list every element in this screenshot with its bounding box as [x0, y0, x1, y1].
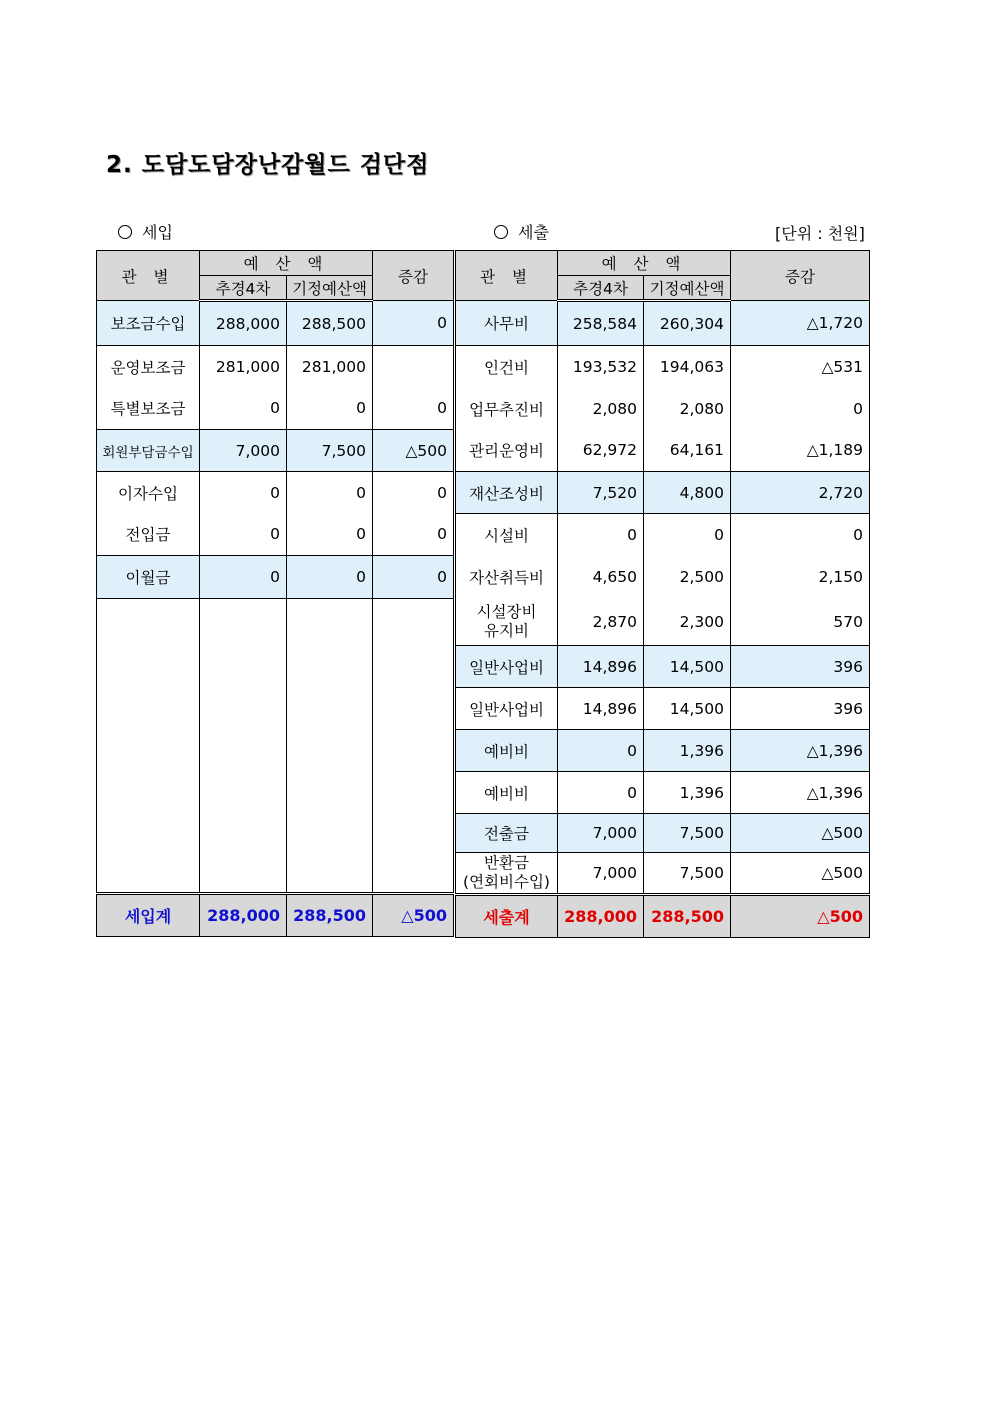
table-row: 사무비 258,584 260,304 △1,720: [456, 301, 870, 346]
unit-label: [단위 : 천원]: [775, 224, 865, 243]
table-row: 재산조성비 7,520 4,800 2,720: [456, 472, 870, 514]
table-row: 운영보조금 281,000 281,000: [97, 346, 454, 388]
table-row: 일반사업비 14,896 14,500 396: [456, 646, 870, 688]
expense-table: [455, 250, 870, 938]
income-section-label: 세입: [118, 220, 173, 243]
header-col-a: 추경4차: [558, 276, 644, 301]
expense-total-row: 세출계 288,000 288,500 △500: [456, 895, 870, 938]
header-col-b: 기정예산액: [644, 276, 731, 301]
header-category: 관 별: [97, 251, 200, 301]
expense-section-label: 세출: [494, 220, 549, 243]
table-row: 이자수입 0 0 0: [97, 472, 454, 514]
table-row: 보조금수입 288,000 288,500 0: [97, 301, 454, 346]
table-row: 업무추진비 2,080 2,080 0: [456, 388, 870, 430]
header-category: 관 별: [456, 251, 558, 301]
page-title: 2. 도담도담장난감월드 검단점: [106, 152, 430, 178]
header-col-b: 기정예산액: [287, 276, 373, 301]
table-row: 관리운영비 62,972 64,161 △1,189: [456, 430, 870, 472]
header-increase: 증감: [373, 251, 454, 301]
table-row: 예비비 0 1,396 △1,396: [456, 772, 870, 814]
table-row: 일반사업비 14,896 14,500 396: [456, 688, 870, 730]
table-row: 자산취득비 4,650 2,500 2,150: [456, 556, 870, 599]
table-row: 전출금 7,000 7,500 △500: [456, 814, 870, 853]
empty-row: [97, 599, 454, 894]
income-total-row: 세입계 288,000 288,500 △500: [97, 894, 454, 937]
header-budget: 예 산 액: [200, 251, 373, 276]
table-row: 회원부담금수입 7,000 7,500 △500: [97, 430, 454, 472]
circle-icon: [494, 225, 508, 239]
header-increase: 증감: [731, 251, 870, 301]
table-row: 시설장비 유지비 2,870 2,300 570: [456, 599, 870, 646]
circle-icon: [118, 225, 132, 239]
table-row: 시설비 0 0 0: [456, 514, 870, 556]
table-row: 이월금 0 0 0: [97, 556, 454, 599]
table-row: 특별보조금 0 0 0: [97, 388, 454, 430]
header-col-a: 추경4차: [200, 276, 287, 301]
table-row: 전입금 0 0 0: [97, 514, 454, 556]
table-row: 반환금 (연회비수입) 7,000 7,500 △500: [456, 853, 870, 895]
table-row: 예비비 0 1,396 △1,396: [456, 730, 870, 772]
header-budget: 예 산 액: [558, 251, 731, 276]
table-row: 인건비 193,532 194,063 △531: [456, 346, 870, 388]
income-table: [96, 250, 454, 937]
